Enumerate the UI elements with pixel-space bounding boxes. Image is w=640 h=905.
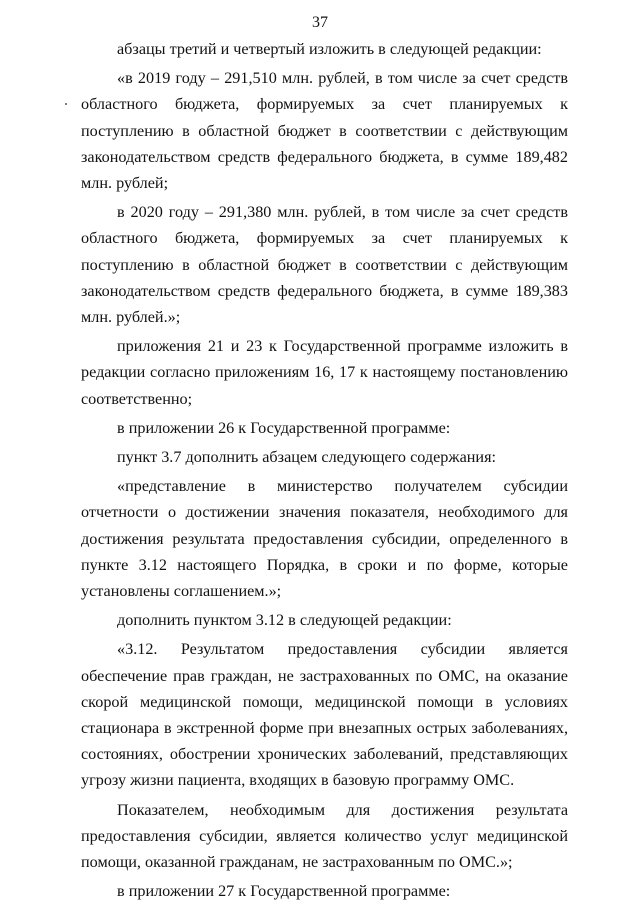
- paragraph-4: приложения 21 и 23 к Государственной программе изложить в редакции согласно приложениям 16, 17 к настоящему постановлению соответственно;: [81, 337, 568, 408]
- paragraph-9: «3.12. Результатом предоставления субсидии является обеспечение прав граждан, не застрахованных по ОМС, на оказание скорой медицинской помощи, медицинской помощи в условиях стационара в экстренной форме при внезапных острых заболеваниях, состояниях, обострении хронических заболеваний, представляющих угрозу жизни пациента, входящих в базовую программу ОМС.: [81, 640, 568, 790]
- paragraph-6: пункт 3.7 дополнить абзацем следующего содержания:: [117, 448, 497, 467]
- paragraph-5: в приложении 26 к Государственной программе:: [117, 418, 451, 437]
- paragraph-11: в приложении 27 к Государственной программе:: [117, 882, 451, 901]
- paragraph-7: «представление в министерство получателем субсидии отчетности о достижении значения показателя, необходимого для достижения результата предоставления субсидии, определенного в пункте 3.12 настоящего Порядка, в сроки и по форме, которые установлены соглашением.»;: [81, 477, 568, 601]
- page-number: 37: [312, 14, 328, 31]
- document-body: [81, 36, 568, 905]
- scan-dot: [65, 103, 67, 105]
- paragraph-2: «в 2019 году – 291,510 млн. рублей, в том числе за счет средств областного бюджета, формируемых за счет планируемых к поступлению в областной бюджет в соответствии с действующим законодательством средств федерального бюджета, в сумме 189,482 млн. рублей;: [81, 69, 568, 193]
- paragraph-10: Показателем, необходимым для достижения результата предоставления субсидии, является количество услуг медицинской помощи, оказанной гражданам, не застрахованным по ОМС.»;: [81, 800, 568, 872]
- paragraph-8: дополнить пунктом 3.12 в следующей редакции:: [117, 611, 452, 630]
- paragraph-3: в 2020 году – 291,380 млн. рублей, в том числе за счет средств областного бюджета, формируемых за счет планируемых к поступлению в областной бюджет в соответствии с действующим законодательством средств федерального бюджета, в сумме 189,383 млн. рублей.»;: [81, 203, 568, 327]
- paragraph-1: абзацы третий и четвертый изложить в следующей редакции:: [117, 40, 542, 58]
